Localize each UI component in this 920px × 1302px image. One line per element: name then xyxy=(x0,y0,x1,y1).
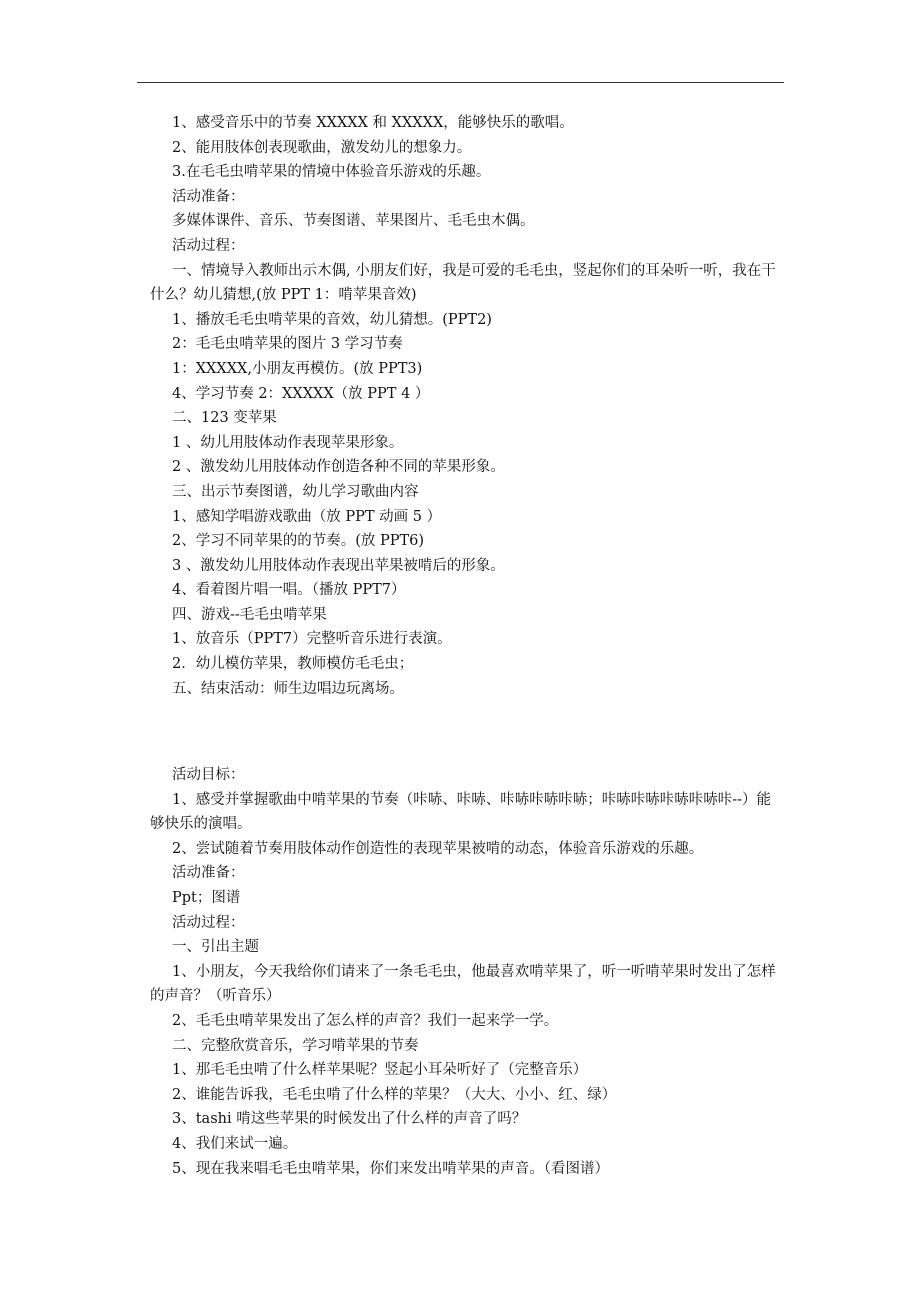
paragraph: 二、完整欣赏音乐，学习啃苹果的节奏 xyxy=(172,1037,419,1054)
paragraph: 五、结束活动：师生边唱边玩离场。 xyxy=(172,680,404,697)
header-rule xyxy=(137,82,784,83)
paragraph: 4、学习节奏 2：XXXXX（放 PPT 4 ） xyxy=(172,385,430,402)
paragraph: 4、我们来试一遍。 xyxy=(172,1135,298,1152)
paragraph: 2、能用肢体创表现歌曲，激发幼儿的想象力。 xyxy=(172,139,472,156)
paragraph: 2、学习不同苹果的的节奏。(放 PPT6) xyxy=(172,533,425,550)
paragraph: 二、123 变苹果 xyxy=(172,410,277,427)
paragraph: 2．幼儿模仿苹果，教师模仿毛毛虫； xyxy=(172,656,414,673)
paragraph: 1、感受并掌握歌曲中啃苹果的节奏（咔哧、咔哧、咔哧咔哧咔哧；咔哧咔哧咔哧咔哧咔--）能够快乐的演唱。 xyxy=(150,791,772,833)
paragraph: 1、小朋友，今天我给你们请来了一条毛毛虫，他最喜欢啃苹果了，听一听啃苹果时发出了怎样的声音？（听音乐） xyxy=(150,963,776,1005)
lesson-plan-section-1 xyxy=(150,111,784,701)
paragraph: 活动过程： xyxy=(172,914,245,931)
paragraph: 3.在毛毛虫啃苹果的情境中体验音乐游戏的乐趣。 xyxy=(172,164,491,181)
paragraph: 活动过程： xyxy=(172,237,245,254)
paragraph: 4、看着图片唱一唱。（播放 PPT7） xyxy=(172,582,406,599)
paragraph: 3、tashi 啃这些苹果的时候发出了什么样的声音了吗？ xyxy=(172,1111,527,1128)
paragraph: 四、游戏--毛毛虫啃苹果 xyxy=(172,606,327,623)
paragraph: 多媒体课件、音乐、节奏图谱、苹果图片、毛毛虫木偶。 xyxy=(172,213,535,230)
paragraph: 2、谁能告诉我，毛毛虫啃了什么样的苹果？（大大、小小、红、绿） xyxy=(172,1086,617,1103)
paragraph: 3 、激发幼儿用肢体动作表现出苹果被啃后的形象。 xyxy=(172,557,505,574)
paragraph: 1、那毛毛虫啃了什么样苹果呢？竖起小耳朵听好了（完整音乐） xyxy=(172,1062,588,1079)
paragraph: 2：毛毛虫啃苹果的图片 3 学习节奏 xyxy=(172,336,403,353)
paragraph: 2、毛毛虫啃苹果发出了怎么样的声音？我们一起来学一学。 xyxy=(172,1012,559,1029)
paragraph: 1、感知学唱游戏歌曲（放 PPT 动画 5 ） xyxy=(172,508,442,525)
paragraph: 1 、幼儿用肢体动作表现苹果形象。 xyxy=(172,434,404,451)
paragraph: 2 、激发幼儿用肢体动作创造各种不同的苹果形象。 xyxy=(172,459,505,476)
paragraph: 一、引出主题 xyxy=(172,939,259,956)
paragraph: 1、感受音乐中的节奏 XXXXX 和 XXXXX，能够快乐的歌唱。 xyxy=(172,115,574,131)
paragraph: 1：XXXXX,小朋友再模仿。(放 PPT3) xyxy=(172,360,423,377)
paragraph: 一、情境导入教师出示木偶, 小朋友们好，我是可爱的毛毛虫，竖起你们的耳朵听一听，我在干什么？幼儿猜想,(放 PPT 1：啃苹果音效) xyxy=(150,262,776,304)
paragraph: 活动准备： xyxy=(172,865,245,882)
paragraph: 1、放音乐（PPT7）完整听音乐进行表演。 xyxy=(172,631,452,648)
lesson-plan-section-2 xyxy=(150,763,784,1181)
paragraph: 2、尝试随着节奏用肢体动作创造性的表现苹果被啃的动态，体验音乐游戏的乐趣。 xyxy=(172,840,704,857)
paragraph: Ppt；图谱 xyxy=(172,889,241,906)
paragraph: 活动目标： xyxy=(172,767,245,783)
paragraph: 5、现在我来唱毛毛虫啃苹果，你们来发出啃苹果的声音。（看图谱） xyxy=(172,1160,609,1177)
paragraph: 1、播放毛毛虫啃苹果的音效，幼儿猜想。(PPT2) xyxy=(172,311,492,328)
paragraph: 活动准备： xyxy=(172,188,245,205)
paragraph: 三、出示节奏图谱，幼儿学习歌曲内容 xyxy=(172,483,419,500)
